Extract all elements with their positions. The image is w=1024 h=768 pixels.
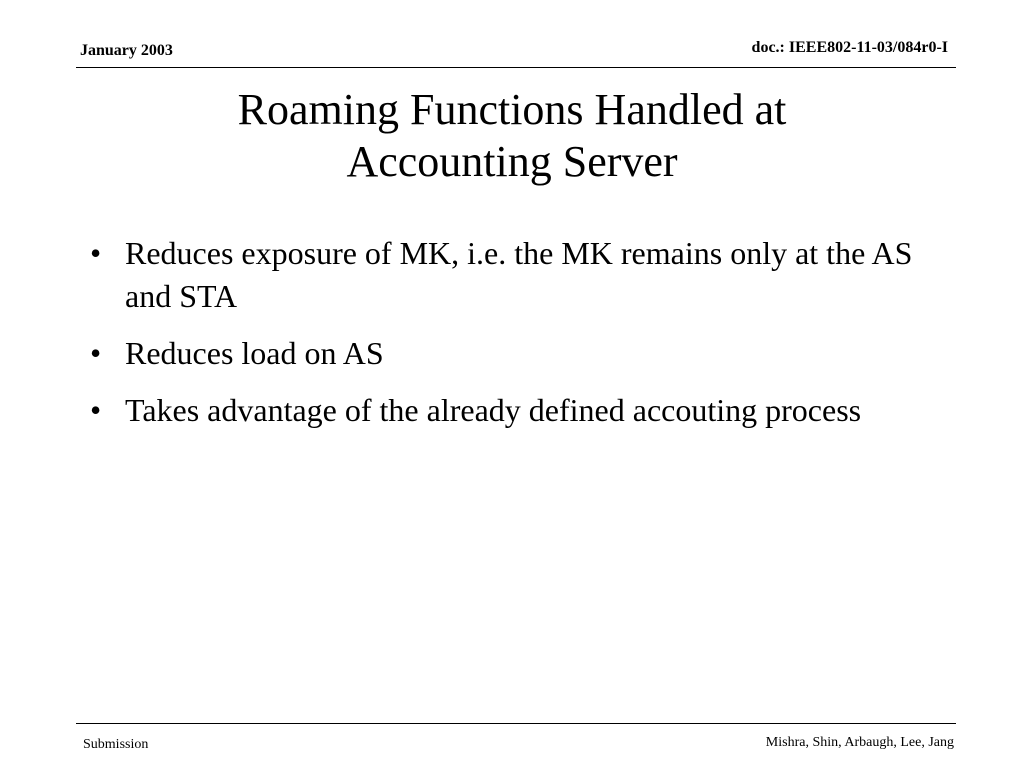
bullet-dot-icon: • (90, 392, 102, 428)
bullet-text: Takes advantage of the already defined accouting process (125, 392, 862, 428)
footer-divider (76, 723, 956, 724)
footer-authors: Mishra, Shin, Arbaugh, Lee, Jang (765, 735, 954, 750)
slide-title-line-2: Accounting Server (346, 137, 678, 186)
bullet-item (90, 232, 930, 318)
bullet-dot-icon: • (90, 335, 102, 371)
bullet-item (90, 389, 930, 432)
footer-submission: Submission (83, 737, 149, 752)
bullet-dot-icon: • (90, 235, 102, 271)
bullet-text: Reduces load on AS (125, 335, 384, 371)
header-divider (76, 67, 956, 68)
slide-title (76, 84, 948, 188)
header-date: January 2003 (80, 42, 173, 59)
bullet-item (90, 332, 930, 375)
header-doc-id: doc.: IEEE802-11-03/084r0-I (751, 39, 948, 56)
slide-title-line-1: Roaming Functions Handled at (237, 85, 787, 134)
bullet-text: Reduces exposure of MK, i.e. the MK remains only at the AS and STA (125, 235, 913, 314)
bullet-list (90, 232, 930, 446)
